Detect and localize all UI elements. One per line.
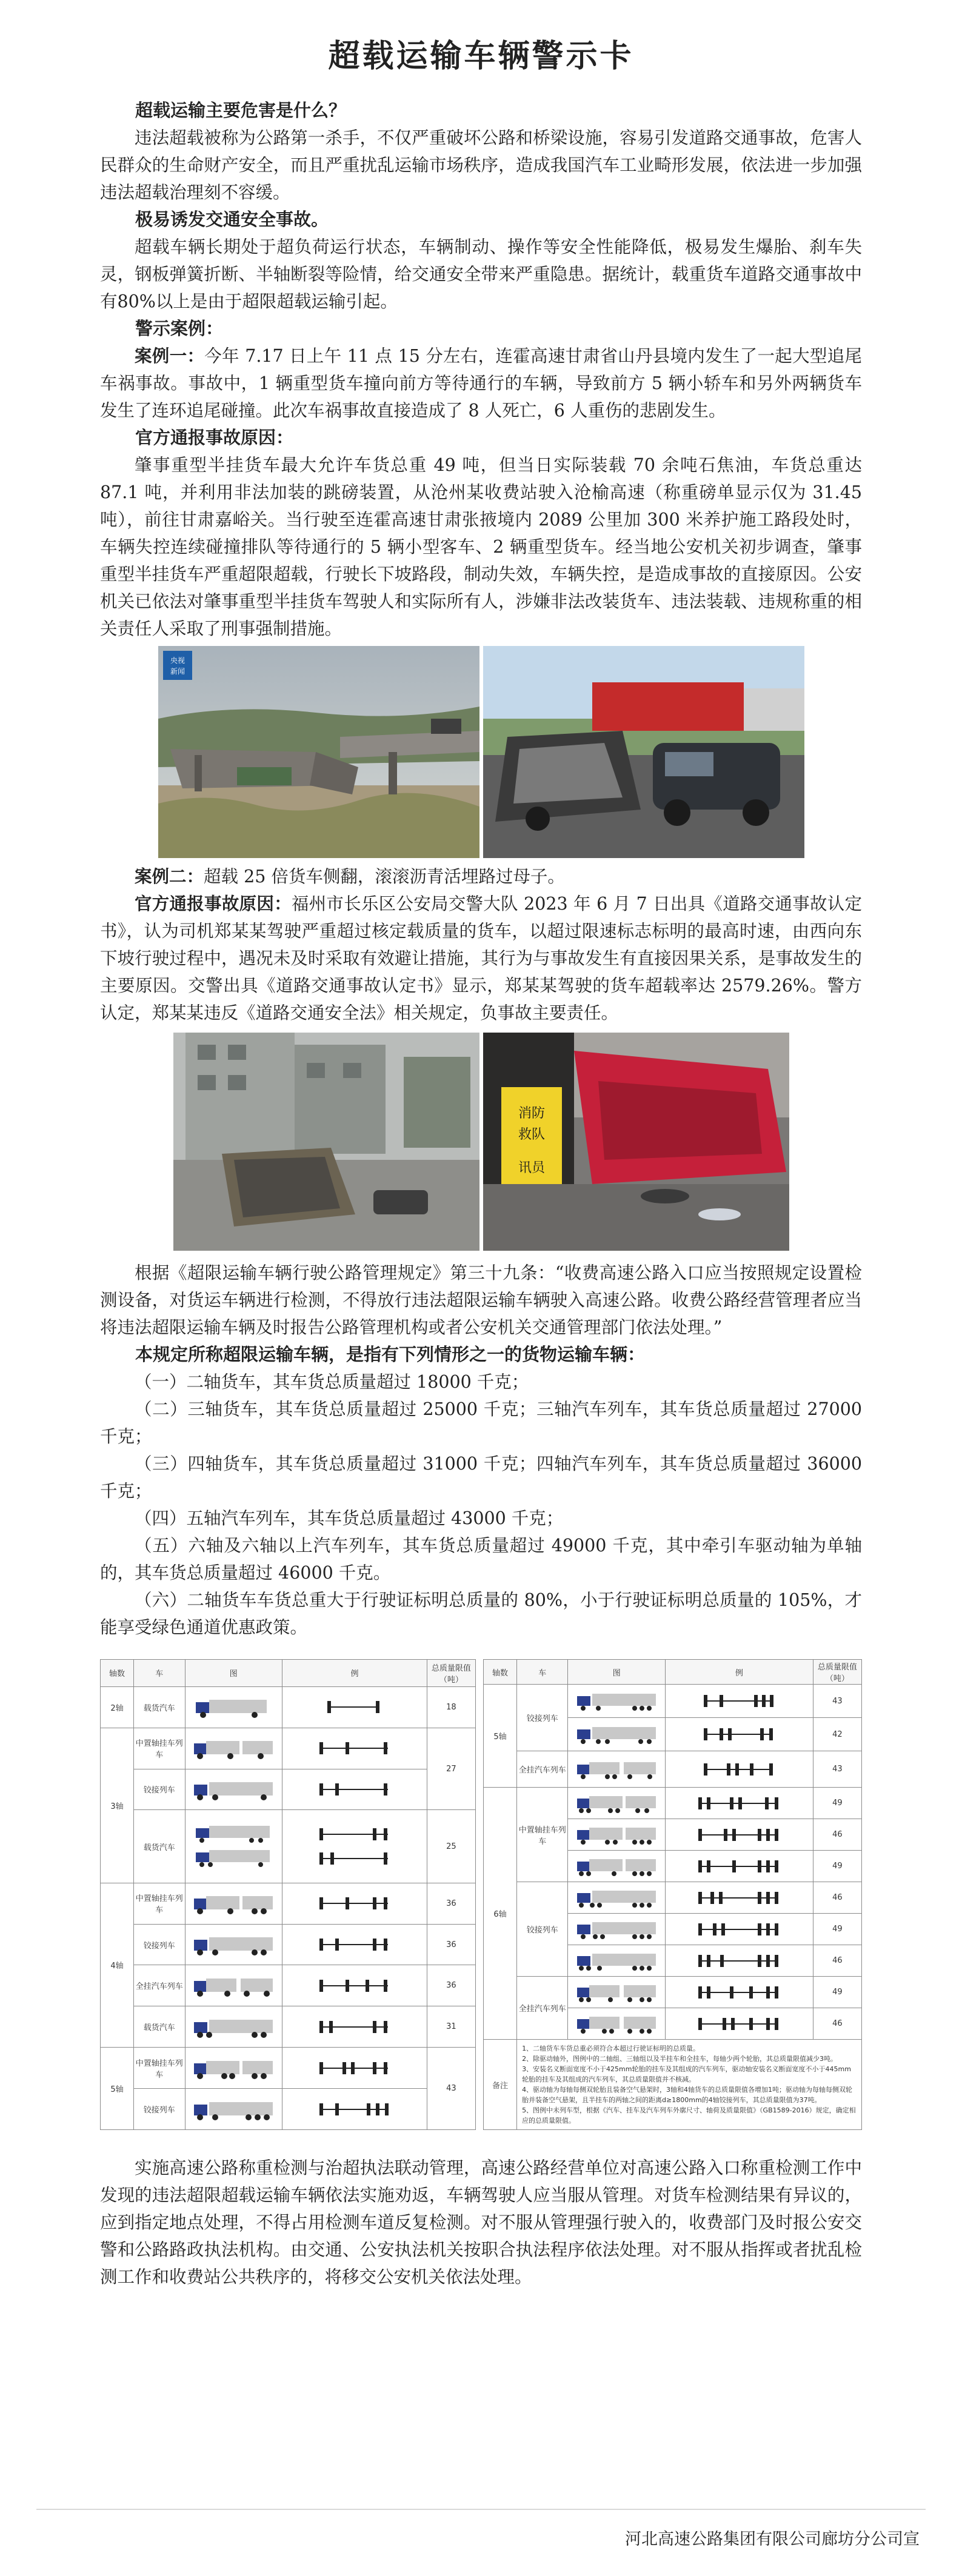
tv-logo-line1: 央视: [170, 656, 185, 665]
limit-cell: 43: [813, 1685, 861, 1718]
vehicle-type-cell: 全挂汽车列车: [517, 1751, 568, 1788]
axle-diagram: [666, 1914, 813, 1945]
accidents-paragraph: 超载车辆长期处于超负荷运行状态，车辆制动、操作等安全性能降低，极易发生爆胎、刹车失灵，钢板弹簧折断、半轴断裂等险情，给交通安全带来严重隐患。据统计，载重货车道路交通事故中有80%以上是由于超限超载运输引起。: [100, 237, 862, 311]
vehicle-type-cell: 载货汽车: [134, 2006, 185, 2048]
truck-figure: [185, 1965, 282, 2006]
footer-divider: [36, 2509, 926, 2510]
axle-table-right: [483, 1659, 862, 2130]
notes-label: 备注: [484, 2040, 517, 2130]
axle-diagram: [282, 1769, 427, 1810]
limit-cell: 31: [427, 2006, 475, 2048]
axle-diagram: [666, 1851, 813, 1882]
section-heading-accidents: 极易诱发交通安全事故。: [135, 209, 329, 230]
overturned-truck-cctv-photo: [173, 1033, 479, 1251]
limit-cell: 49: [813, 1788, 861, 1819]
axle-cell: 5轴: [101, 2048, 134, 2130]
limit-cell: 49: [813, 1851, 861, 1882]
col-limit: 总质量限值（吨）: [813, 1660, 861, 1685]
regulation-paragraph: 根据《超限运输车辆行驶公路管理规定》第三十九条：“收费高速公路入口应当按照规定设置检测设备，对货运车辆进行检测，不得放行违法超限运输车辆驶入高速公路。收费公路经营管理者应当将违法超限运输车辆及时报告公路管理机构或者公安机关交通管理部门依法处理。”: [100, 1263, 862, 1337]
vest-text-3: 讯员: [518, 1160, 545, 1176]
axle-diagram: [666, 1751, 813, 1788]
truck-figure: [568, 1914, 666, 1945]
axle-diagram: [282, 1686, 427, 1728]
axle-diagram: [666, 1882, 813, 1914]
axle-diagram: [666, 1685, 813, 1718]
case1-reason-heading: 官方通报事故原因：: [135, 427, 294, 448]
page-title: 超载运输车辆警示卡: [328, 38, 634, 75]
axle-diagram: [282, 2089, 427, 2130]
footer-issuer: 河北高速公路集团有限公司廊坊分公司宣: [625, 2530, 920, 2549]
truck-figure: [568, 1819, 666, 1851]
truck-figure: [568, 1718, 666, 1751]
vest-text-2: 救队: [518, 1127, 545, 1142]
regulation-item-4: （四）五轴汽车列车，其车货总质量超过 43000 千克；: [135, 1508, 564, 1528]
vehicle-type-cell: 铰接列车: [517, 1685, 568, 1751]
limit-cell: 46: [813, 1945, 861, 1977]
limit-cell: 36: [427, 1965, 475, 2006]
case2-photos: [100, 1033, 862, 1251]
truck-figure: [185, 1686, 282, 1728]
vehicle-type-cell: 载货汽车: [134, 1686, 185, 1728]
vehicle-type-cell: 铰接列车: [134, 1924, 185, 1965]
axle-diagram: [282, 2006, 427, 2048]
tv-logo-line2: 新闻: [170, 667, 185, 676]
crash-wreck-photo: [483, 646, 804, 858]
axle-cell: 2轴: [101, 1686, 134, 1728]
bridge-collapse-photo: [158, 646, 479, 858]
case1-paragraph: [100, 342, 862, 424]
col-example: 例: [666, 1660, 813, 1685]
axle-diagram: [282, 1965, 427, 2006]
regulation-item-6: （六）二轴货车车货总重大于行驶证标明总质量的 80%，小于行驶证标明总质量的 105%，才能享受绿色通道优惠政策。: [100, 1590, 862, 1637]
case2-reason-paragraph: [100, 890, 862, 1027]
col-vehicle: 车: [134, 1660, 185, 1687]
truck-figure: [185, 2089, 282, 2130]
axle-cell: 3轴: [101, 1728, 134, 1883]
limit-cell: 27: [427, 1728, 475, 1810]
limit-cell: 49: [813, 1914, 861, 1945]
axle-diagram: [666, 2008, 813, 2040]
truck-figure: [185, 1883, 282, 1924]
col-figure: 图: [185, 1660, 282, 1687]
axle-diagram: [666, 1819, 813, 1851]
regulation-item-1: （一）二轴货车，其车货总质量超过 18000 千克；: [135, 1372, 529, 1392]
vehicle-type-cell: 铰接列车: [517, 1882, 568, 1977]
axle-cell: 5轴: [484, 1685, 517, 1788]
regulation-item-2: （二）三轴货车，其车货总质量超过 25000 千克；三轴汽车列车，其车货总质量超过 27000 千克；: [100, 1399, 862, 1446]
note-5: 5、图例中未列车型，根据《汽车、挂车及汽车列车外廓尺寸、轴荷及质量限值》（GB1589-2016）规定，确定相应的总质量限值。: [522, 2106, 856, 2125]
vehicle-type-cell: 全挂汽车列车: [134, 1965, 185, 2006]
truck-figure: [185, 2006, 282, 2048]
axle-diagram: [666, 1788, 813, 1819]
col-limit: 总质量限值（吨）: [427, 1660, 475, 1687]
limit-cell: 43: [813, 1751, 861, 1788]
case1-reason-paragraph: 肇事重型半挂货车最大允许车货总重 49 吨，但当日实际装载 70 余吨石焦油，车货总重达 87.1 吨，并利用非法加装的跳磅装置，从沧州某收费站驶入沧榆高速（称重磅单显示仅为 31.45 吨），前往甘肃嘉峪关。当行驶至连霍高速甘肃张掖境内 2089 公里加 300 米养护施工路段处时，车辆失控连续碰撞排队等待通行的 5 辆小型客车、2 辆重型货车。经当地公安机关初步调查，肇事重型半挂货车严重超限超载，行驶长下坡路段，制动失效，车辆失控，是造成事故的直接原因。公安机关已依法对肇事重型半挂货车驾驶人和实际所有人，涉嫌非法改装货车、违法装载、违规称重的相关责任人采取了刑事强制措施。: [100, 455, 862, 639]
limit-cell: 46: [813, 1819, 861, 1851]
limit-cell: 46: [813, 1882, 861, 1914]
truck-figure: [568, 1977, 666, 2008]
limit-cell: 36: [427, 1883, 475, 1924]
axle-diagram: [282, 1810, 427, 1883]
vehicle-type-cell: 中置轴挂车列车: [134, 1728, 185, 1769]
axle-diagram: [666, 1718, 813, 1751]
truck-figure: [568, 1751, 666, 1788]
section-heading-hazards: 超载运输主要危害是什么？: [135, 100, 347, 121]
vest-text-1: 消防: [518, 1106, 545, 1121]
col-vehicle: 车: [517, 1660, 568, 1685]
axle-cell: 6轴: [484, 1788, 517, 2040]
case1-photos: [100, 646, 862, 858]
vehicle-type-cell: 全挂汽车列车: [517, 1977, 568, 2040]
vehicle-type-cell: 铰接列车: [134, 2089, 185, 2130]
case2-reason-text: 福州市长乐区公安局交警大队 2023 年 6 月 7 日出具《道路交通事故认定书》，认为司机郑某某驾驶严重超过核定载质量的货车，以超过限速标志标明的最高时速，由西向东下坡行驶过程中，遇况未及时采取有效避让措施，其行为与事故发生有直接因果关系，是事故发生的主要原因。交警出具《道路交通事故认定书》显示，郑某某驾驶的货车超载率达 2579.26%。警方认定，郑某某违反《道路交通安全法》相关规定，负事故主要责任。: [100, 894, 862, 1023]
notes-cell: [517, 2040, 862, 2130]
axle-diagram: [666, 1945, 813, 1977]
truck-figure: [568, 1882, 666, 1914]
truck-figure: [185, 2048, 282, 2089]
note-2: 2、除驱动轴外，图例中的二轴组、三轴组以及半挂车和全挂车，每轴少两个轮胎，其总质量限值减少3吨。: [522, 2055, 838, 2063]
col-axle: 轴数: [101, 1660, 134, 1687]
note-3: 3、安装名义断面宽度不小于425mm轮胎的挂车及其组成的汽车列车，驱动轴安装名义断面宽度不小于445mm轮胎的挂车及其组成的汽车列车，其总质量限值并不核减。: [522, 2065, 851, 2083]
axle-diagram: [282, 1924, 427, 1965]
axle-table-left: [100, 1659, 476, 2130]
section-heading-cases: 警示案例：: [135, 318, 224, 339]
truck-figure: [568, 1685, 666, 1718]
truck-figure: [568, 2008, 666, 2040]
regulation-item-3: （三）四轴货车，其车货总质量超过 31000 千克；四轴汽车列车，其车货总质量超过 36000 千克；: [100, 1454, 862, 1501]
col-example: 例: [282, 1660, 427, 1687]
accident-scene-photo: [483, 1033, 789, 1251]
truck-figure: [185, 1924, 282, 1965]
truck-figure: [568, 1851, 666, 1882]
closing-paragraph: 实施高速公路称重检测与治超执法联动管理，高速公路经营单位对高速公路入口称重检测工作中发现的违法超限超载运输车辆依法实施劝返，车辆驾驶人应当服从管理。对货车检测结果有异议的，应到指定地点处理，不得占用检测车道反复检测。对不服从管理强行驶入的，收费部门及时报公安交警和公路路政执法机构。由交通、公安执法机关按职合执法程序依法处理。对不服从指挥或者扰乱检测工作和收费站公共秩序的，将移交公安机关依法处理。: [100, 2158, 862, 2287]
axle-limit-tables: [100, 1659, 862, 2130]
vehicle-type-cell: 中置轴挂车列车: [134, 1883, 185, 1924]
regulation-item-5: （五）六轴及六轴以上汽车列车，其车货总质量超过 49000 千克，其中牵引车驱动轴为单轴的，其车货总质量超过 46000 千克。: [100, 1536, 862, 1583]
regulation-heading: 本规定所称超限运输车辆，是指有下列情形之一的货物运输车辆：: [135, 1344, 646, 1365]
hazards-paragraph: 违法超载被称为公路第一杀手，不仅严重破坏公路和桥梁设施，容易引发道路交通事故，危害人民群众的生命财产安全，而且严重扰乱运输市场秩序，造成我国汽车工业畸形发展，依法进一步加强违法超载治理刻不容缓。: [100, 128, 862, 202]
note-1: 1、二轴货车车货总重必须符合本超过行驶证标明的总质量。: [522, 2045, 700, 2052]
truck-figure: [568, 1788, 666, 1819]
axle-diagram: [282, 1883, 427, 1924]
note-4: 4、驱动轴为每轴每侧双轮胎且装备空气悬架时，3轴和4轴货车的总质量限值各增加1吨；驱动轴为每轴每侧双轮胎并装备空气悬架，且半挂车的两轴之间的距离d≥1800mm的4轴铰接列车，其总质量限值为37吨。: [522, 2086, 853, 2104]
limit-cell: 36: [427, 1924, 475, 1965]
axle-diagram: [666, 1977, 813, 2008]
limit-cell: 43: [427, 2048, 475, 2130]
truck-figure: [185, 1769, 282, 1810]
limit-cell: 18: [427, 1686, 475, 1728]
axle-diagram: [282, 2048, 427, 2089]
truck-figure: [568, 1945, 666, 1977]
col-figure: 图: [568, 1660, 666, 1685]
limit-cell: 25: [427, 1810, 475, 1883]
vehicle-type-cell: 载货汽车: [134, 1810, 185, 1883]
case1-label: 案例一：: [135, 345, 205, 366]
limit-cell: 49: [813, 1977, 861, 2008]
limit-cell: 46: [813, 2008, 861, 2040]
truck-figure: [185, 1810, 282, 1883]
axle-cell: 4轴: [101, 1883, 134, 2047]
case2-text: 超载 25 倍货车侧翻，滚滚沥青活埋路过母子。: [204, 867, 565, 887]
case2-label: 案例二：: [135, 866, 204, 887]
case2-reason-heading: 官方通报事故原因：: [135, 893, 292, 914]
limit-cell: 42: [813, 1718, 861, 1751]
case2-paragraph: [100, 863, 862, 890]
vehicle-type-cell: 中置轴挂车列车: [134, 2048, 185, 2089]
case1-text: 今年 7.17 日上午 11 点 15 分左右，连霍高速甘肃省山丹县境内发生了一起大型追尾车祸事故。事故中，1 辆重型货车撞向前方等待通行的车辆，导致前方 5 辆小轿车和另外两辆货车发生了连环追尾碰撞。此次车祸事故直接造成了 8 人死亡，6 人重伤的悲剧发生。: [100, 346, 862, 421]
vehicle-type-cell: 铰接列车: [134, 1769, 185, 1810]
col-axle: 轴数: [484, 1660, 517, 1685]
truck-figure: [185, 1728, 282, 1769]
vehicle-type-cell: 中置轴挂车列车: [517, 1788, 568, 1882]
axle-diagram: [282, 1728, 427, 1769]
